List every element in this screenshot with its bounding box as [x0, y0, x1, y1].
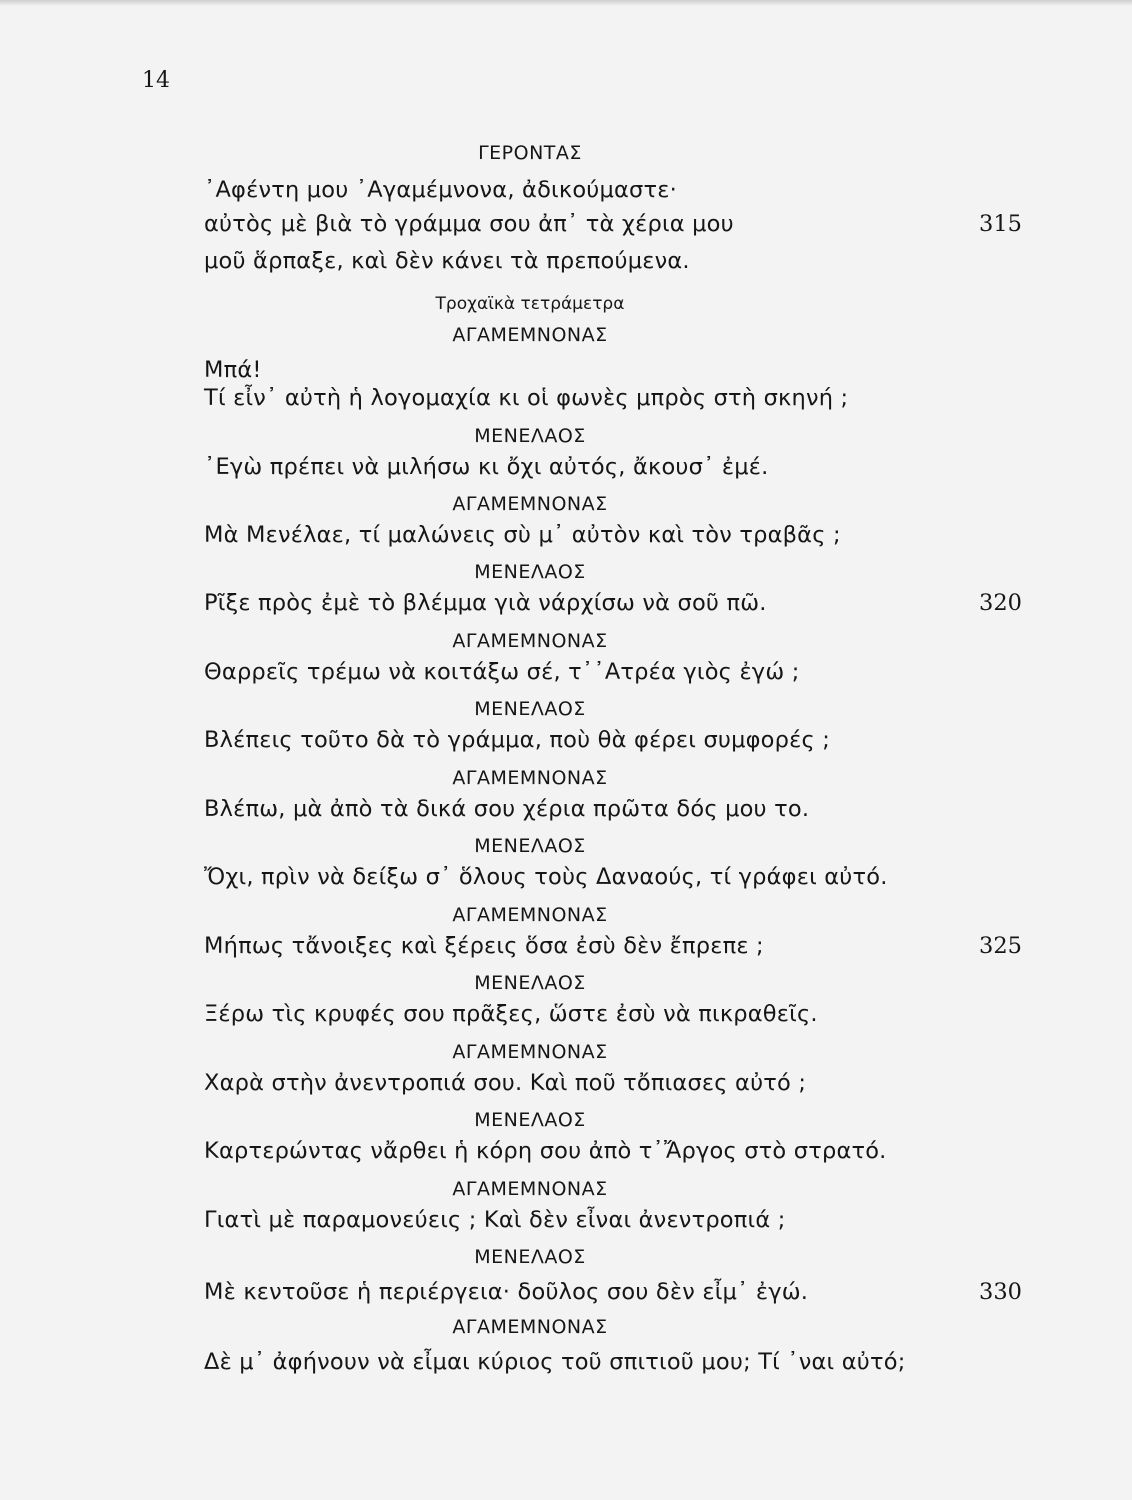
verse-row: [0, 586, 1132, 620]
speaker-name: ΜΕΝΕΛΑΟΣ: [474, 972, 586, 994]
verse-row: [0, 1275, 1132, 1309]
verse-row: [0, 1345, 1132, 1379]
speaker-name: ΑΓΑΜΕΜΝΟΝΑΣ: [452, 904, 608, 926]
verse-line: Καρτερώντας νἄρθει ἡ κόρη σου ἀπὸ τ᾿Ἄργος στὸ στρατό.: [204, 1138, 887, 1164]
speaker-name: ΑΓΑΜΕΜΝΟΝΑΣ: [452, 493, 608, 515]
speaker-row: [0, 140, 1132, 174]
verse-line: ᾿Αφέντη μου ᾿Αγαμέμνονα, ἀδικούμαστε·: [204, 177, 677, 203]
speaker-row: [0, 322, 1132, 356]
speaker-name: ΑΓΑΜΕΜΝΟΝΑΣ: [452, 1178, 608, 1200]
speaker-name: ΜΕΝΕΛΑΟΣ: [474, 561, 586, 583]
verse-row: [0, 518, 1132, 552]
verse-row: [0, 929, 1132, 963]
speaker-name: ΑΓΑΜΕΜΝΟΝΑΣ: [452, 767, 608, 789]
speaker-name: ΑΓΑΜΕΜΝΟΝΑΣ: [452, 1316, 608, 1338]
verse-row: [0, 1203, 1132, 1237]
verse-line: Μὲ κεντοῦσε ἡ περιέργεια· δοῦλος σου δὲν εἶμ᾿ ἐγώ.: [204, 1279, 809, 1305]
verse-row: [0, 792, 1132, 826]
speaker-name: ΜΕΝΕΛΑΟΣ: [474, 1246, 586, 1268]
page-top-edge: [0, 0, 1132, 6]
verse-line: Τί εἶν᾿ αὐτὴ ἡ λογομαχία κι οἱ φωνὲς μπρὸς στὴ σκηνή ;: [204, 385, 849, 411]
speaker-name: ΜΕΝΕΛΑΟΣ: [474, 698, 586, 720]
verse-row: [0, 450, 1132, 484]
speaker-name: ΜΕΝΕΛΑΟΣ: [474, 835, 586, 857]
speaker-name: ΑΓΑΜΕΜΝΟΝΑΣ: [452, 324, 608, 346]
speaker-name: ΑΓΑΜΕΜΝΟΝΑΣ: [452, 630, 608, 652]
verse-line: Ρῖξε πρὸς ἐμὲ τὸ βλέμμα γιὰ νάρχίσω νὰ σοῦ πῶ.: [204, 590, 767, 616]
verse-line: Μὰ Μενέλαε, τί μαλώνεις σὺ μ᾿ αὐτὸν καὶ τὸν τραβᾶς ;: [204, 522, 841, 548]
verse-row: [0, 997, 1132, 1031]
verse-line: Μήπως τἄνοιξες καὶ ξέρεις ὅσα ἐσὺ δὲν ἔπρεπε ;: [204, 933, 764, 959]
speaker-row: [0, 1244, 1132, 1278]
speaker-name: ΜΕΝΕΛΑΟΣ: [474, 425, 586, 447]
verse-row: [0, 723, 1132, 757]
line-number: 330: [979, 1279, 1022, 1305]
speaker-row: [0, 1314, 1132, 1348]
verse-line: Ὄχι, πρὶν νὰ δείξω σ᾿ ὅλους τοὺς Δαναούς, τί γράφει αὐτό.: [204, 864, 888, 890]
page-number: 14: [142, 68, 170, 93]
line-number: 325: [979, 933, 1022, 959]
verse-line: Βλέπεις τοῦτο δὰ τὸ γράμμα, ποὺ θὰ φέρει συμφορές ;: [204, 727, 831, 753]
verse-row: [0, 1134, 1132, 1168]
verse-row: [0, 655, 1132, 689]
line-number: 320: [979, 590, 1022, 616]
verse-line: Βλέπω, μὰ ἀπὸ τὰ δικά σου χέρια πρῶτα δός μου το.: [204, 796, 810, 822]
verse-line: Χαρὰ στὴν ἀνεντροπιά σου. Καὶ ποῦ τὄπιασες αὐτό ;: [204, 1070, 807, 1096]
verse-row: [0, 244, 1132, 278]
verse-line: Μπά!: [204, 357, 262, 383]
verse-line: Ξέρω τὶς κρυφές σου πρᾶξες, ὥστε ἐσὺ νὰ πικραθεῖς.: [204, 1001, 818, 1027]
verse-row: [0, 381, 1132, 415]
verse-row: [0, 207, 1132, 241]
verse-line: μοῦ ἅρπαξε, καὶ δὲν κάνει τὰ πρεπούμενα.: [204, 248, 690, 274]
verse-line: αὐτὸς μὲ βιὰ τὸ γράμμα σου ἀπ᾿ τὰ χέρια μου: [204, 211, 734, 237]
verse-row: [0, 860, 1132, 894]
verse-line: Δὲ μ᾿ ἀφήνουν νὰ εἶμαι κύριος τοῦ σπιτιοῦ μου; Τί ᾿ναι αὐτό;: [204, 1349, 906, 1375]
verse-line: ᾿Εγὼ πρέπει νὰ μιλήσω κι ὄχι αὐτός, ἄκουσ᾿ ἐμέ.: [204, 454, 769, 480]
meter-heading: Τροχαϊκὰ τετράμετρα: [435, 294, 625, 314]
verse-line: Γιατὶ μὲ παραμονεύεις ; Καὶ δὲν εἶναι ἀνεντροπιά ;: [204, 1207, 786, 1233]
speaker-name: ΑΓΑΜΕΜΝΟΝΑΣ: [452, 1041, 608, 1063]
meter-row: [0, 292, 1132, 326]
verse-line: Θαρρεῖς τρέμω νὰ κοιτάξω σέ, τ᾿᾿Ατρέα γιὸς ἐγώ ;: [204, 659, 800, 685]
speaker-name: ΜΕΝΕΛΑΟΣ: [474, 1109, 586, 1131]
speaker-name: ΓΕΡΟΝΤΑΣ: [478, 142, 582, 164]
line-number: 315: [979, 211, 1022, 237]
verse-row: [0, 1066, 1132, 1100]
verse-row: [0, 173, 1132, 207]
